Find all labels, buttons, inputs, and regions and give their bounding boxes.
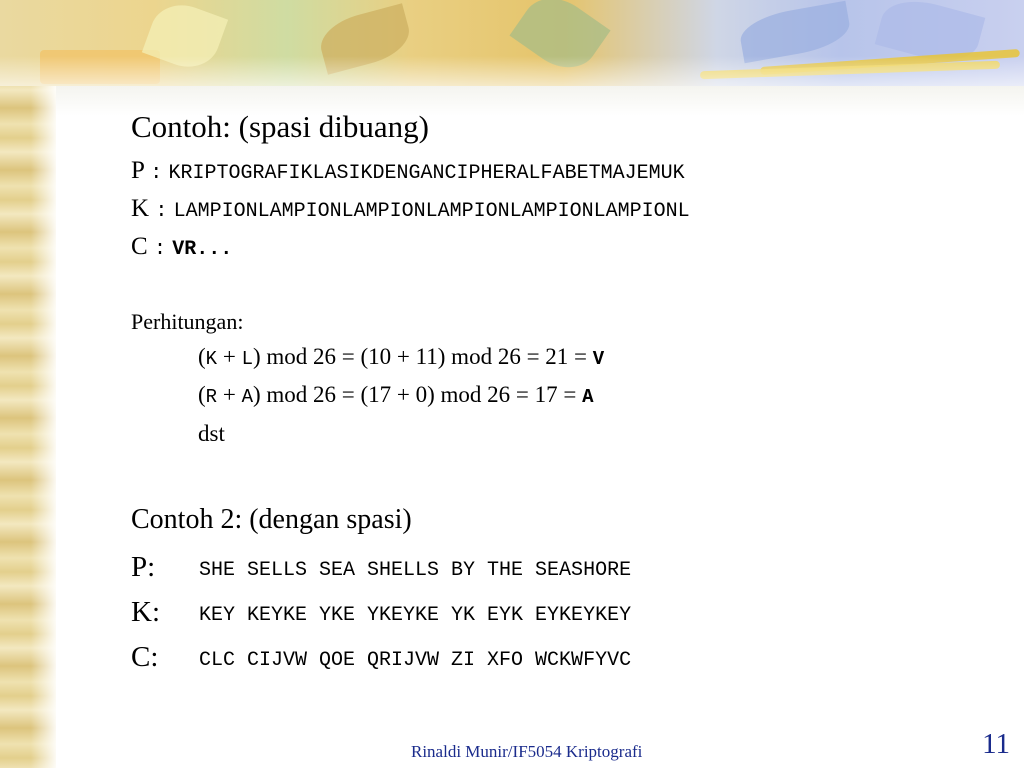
calc-paren: ( (198, 382, 206, 407)
ciphertext-label: C (131, 233, 148, 260)
key-label: K (131, 195, 150, 222)
banner-leaf (142, 0, 228, 76)
example2-plaintext-line (131, 551, 632, 584)
calc-plus: + (217, 382, 242, 407)
calc-plus: + (217, 344, 242, 369)
slide-title: Contoh: (spasi dibuang) (131, 109, 429, 144)
calc-plain-letter: K (205, 348, 218, 370)
calc-plain-letter: R (205, 386, 218, 408)
calc-key-letter: A (241, 386, 253, 408)
example2-title: Contoh 2: (dengan spasi) (131, 504, 412, 535)
banner-leaf (40, 50, 160, 84)
ciphertext-separator: : (153, 238, 166, 261)
calc-expression: ) mod 26 = (17 + 0) mod 26 = 17 = (252, 382, 583, 407)
ciphertext-line (131, 233, 232, 261)
key-line (131, 195, 690, 223)
banner-leaf (509, 0, 610, 81)
banner-grass (700, 61, 1000, 79)
example2-key-value: KEY KEYKE YKE YKEYKE YK EYK EYKEYKEY (199, 604, 632, 627)
page-number: 11 (982, 728, 1010, 760)
calc-result: V (592, 348, 605, 370)
slide-footer: Rinaldi Munir/IF5054 Kriptografi (411, 742, 643, 761)
plaintext-line (131, 157, 685, 185)
plaintext-separator: : (150, 162, 163, 185)
top-decorative-banner (0, 0, 1024, 86)
calc-key-letter: L (241, 348, 253, 370)
example2-ciphertext-line (131, 641, 632, 674)
calc-result: A (582, 386, 594, 408)
example2-plaintext-label: P: (131, 551, 156, 583)
example2-key-label: K: (131, 596, 160, 628)
example2-plaintext-value: SHE SELLS SEA SHELLS BY THE SEASHORE (199, 559, 632, 582)
calc-expression: ) mod 26 = (10 + 11) mod 26 = 21 = (252, 344, 593, 369)
key-value: LAMPIONLAMPIONLAMPIONLAMPIONLAMPIONLAMPIONL (173, 200, 690, 223)
banner-leaf (315, 3, 415, 75)
example2-ciphertext-value: CLC CIJVW QOE QRIJVW ZI XFO WCKWFYVC (199, 649, 632, 672)
banner-leaf (875, 0, 986, 70)
calc-paren: ( (198, 344, 206, 369)
key-separator: : (155, 200, 168, 223)
example2-key-line (131, 596, 632, 629)
calculation-line (198, 344, 604, 370)
plaintext-value: KRIPTOGRAFIKLASIKDENGANCIPHERALFABETMAJEMUK (168, 162, 685, 185)
left-decorative-strip (0, 0, 56, 768)
banner-leaf (737, 1, 853, 63)
calculation-etc: dst (198, 421, 225, 446)
calculation-line (198, 382, 594, 408)
calculation-heading: Perhitungan: (131, 309, 244, 334)
plaintext-label: P (131, 157, 144, 184)
example2-ciphertext-label: C: (131, 641, 159, 673)
ciphertext-value: VR... (172, 238, 233, 261)
